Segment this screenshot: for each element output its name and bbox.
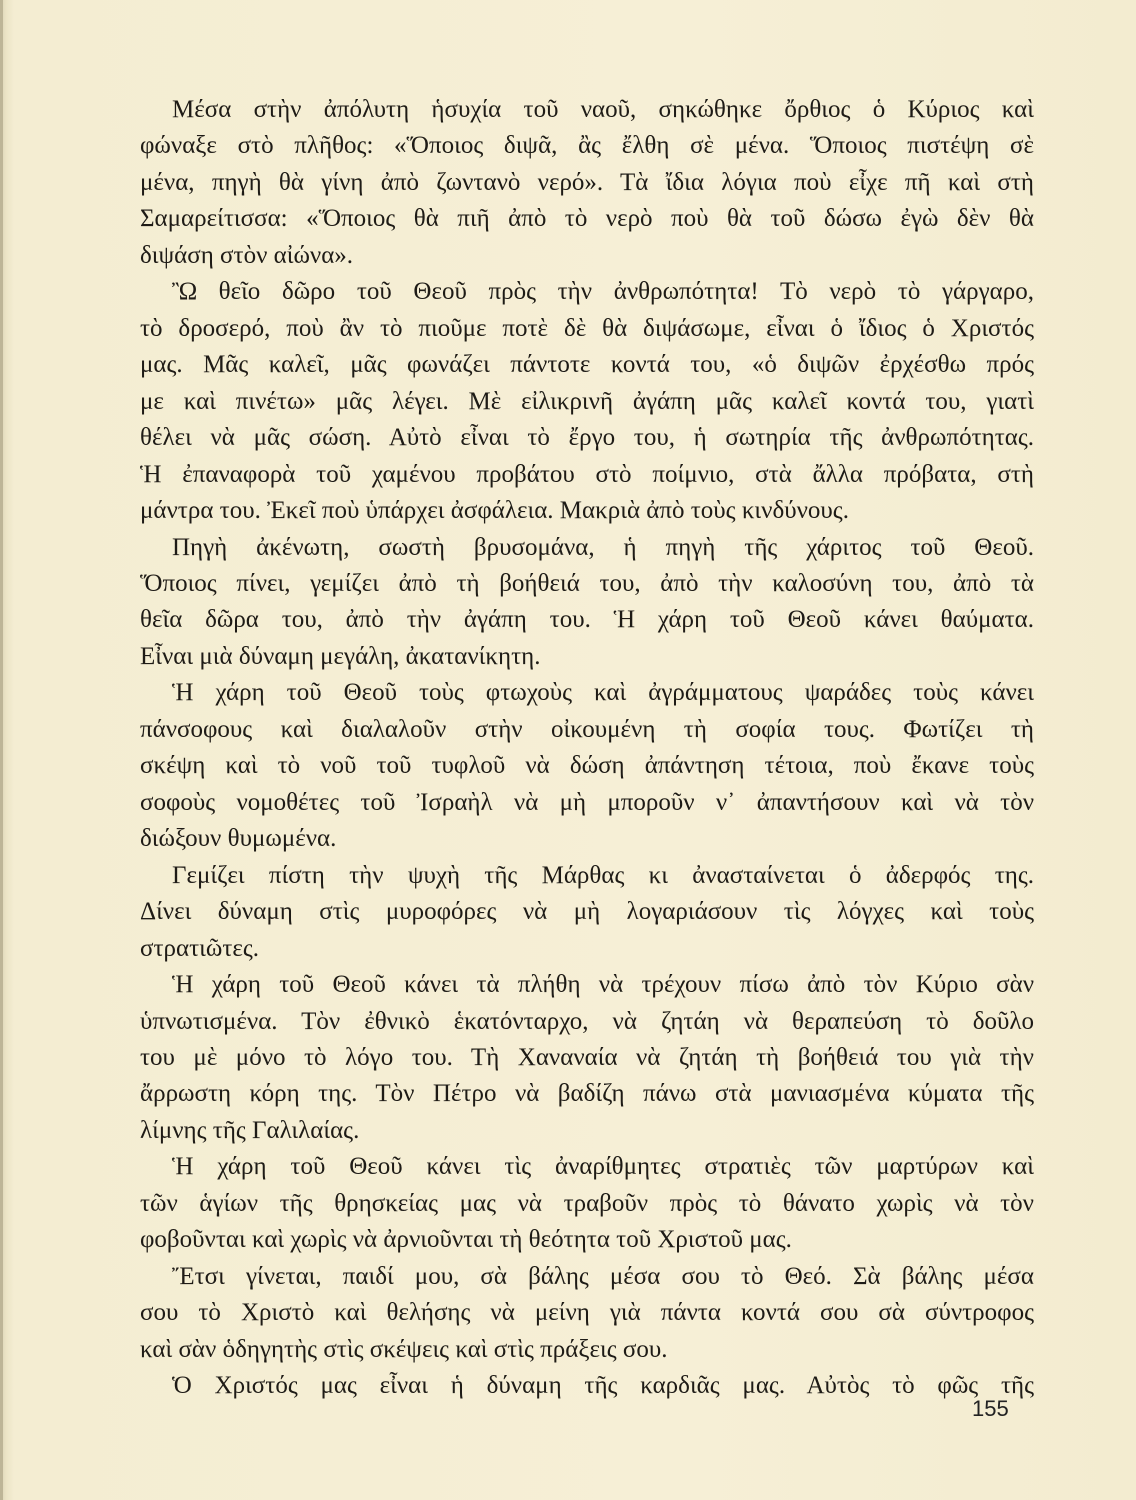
text-line: σοφοὺς νομοθέτες τοῦ Ἰσραὴλ νὰ μὴ μποροῦν ν᾿ ἀπαντήσουν καὶ νὰ τὸν	[140, 788, 1034, 816]
text-line: Πηγὴ ἀκένωτη, σωστὴ βρυσομάνα, ἡ πηγὴ τῆς χάριτος τοῦ Θεοῦ.	[172, 533, 1034, 561]
text-line: Ἡ χάρη τοῦ Θεοῦ κάνει τὶς ἀναρίθμητες στρατιὲς τῶν μαρτύρων καὶ	[172, 1153, 1034, 1181]
text-line: Γεμίζει πίστη τὴν ψυχὴ τῆς Μάρθας κι ἀνασταίνεται ὁ ἀδερφός της.	[172, 861, 1034, 889]
text-line: πάνσοφους καὶ διαλαλοῦν στὴν οἰκουμένη τὴ σοφία τους. Φωτίζει τὴ	[140, 715, 1034, 743]
text-line: Εἶναι μιὰ δύναμη μεγάλη, ἀκατανίκητη.	[140, 642, 541, 670]
text-line: ἄρρωστη κόρη της. Τὸν Πέτρο νὰ βαδίζη πάνω στὰ μανιασμένα κύματα τῆς	[140, 1080, 1034, 1108]
text-line: Ἔτσι γίνεται, παιδί μου, σὰ βάλης μέσα σου τὸ Θεό. Σὰ βάλης μέσα	[172, 1262, 1034, 1290]
text-line: καὶ σὰν ὁδηγητὴς στὶς σκέψεις καὶ στὶς πράξεις σου.	[140, 1335, 668, 1363]
text-line: Ἡ χάρη τοῦ Θεοῦ τοὺς φτωχοὺς καὶ ἀγράμματους ψαράδες τοὺς κάνει	[172, 679, 1034, 707]
text-line: Ὅποιος πίνει, γεμίζει ἀπὸ τὴ βοήθειά του, ἀπὸ τὴν καλοσύνη του, ἀπὸ τὰ	[140, 569, 1034, 597]
text-line: σου τὸ Χριστὸ καὶ θελήσης νὰ μείνη γιὰ πάντα κοντά σου σὰ σύντροφος	[140, 1299, 1034, 1327]
text-line: θέλει νὰ μᾶς σώση. Αὐτὸ εἶναι τὸ ἔργο του, ἡ σωτηρία τῆς ἀνθρωπότητας.	[140, 424, 1034, 452]
text-line: τὸ δροσερό, ποὺ ἂν τὸ πιοῦμε ποτὲ δὲ θὰ διψάσωμε, εἶναι ὁ ἴδιος ὁ Χριστός	[140, 314, 1034, 342]
text-line: λίμνης τῆς Γαλιλαίας.	[140, 1116, 360, 1144]
text-line: διώξουν θυμωμένα.	[140, 825, 337, 853]
text-line: θεῖα δῶρα του, ἀπὸ τὴν ἀγάπη του. Ἡ χάρη τοῦ Θεοῦ κάνει θαύματα.	[140, 606, 1034, 634]
text-line: μάντρα του. Ἐκεῖ ποὺ ὑπάρχει ἀσφάλεια. Μακριὰ ἀπὸ τοὺς κινδύνους.	[140, 497, 849, 525]
text-line: φοβοῦνται καὶ χωρὶς νὰ ἀρνιοῦνται τὴ θεότητα τοῦ Χριστοῦ μας.	[140, 1226, 792, 1254]
text-line: του μὲ μόνο τὸ λόγο του. Τὴ Χαναναία νὰ ζητάη τὴ βοήθειά του γιὰ τὴν	[140, 1043, 1034, 1071]
text-line: Ὁ Χριστός μας εἶναι ἡ δύναμη τῆς καρδιᾶς μας. Αὐτὸς τὸ φῶς τῆς	[172, 1372, 1034, 1400]
text-line: Ὢ θεῖο δῶρο τοῦ Θεοῦ πρὸς τὴν ἀνθρωπότητα! Τὸ νερὸ τὸ γάργαρο,	[172, 278, 1034, 306]
text-line: φώναξε στὸ πλῆθος: «Ὅποιος διψᾶ, ἂς ἔλθη σὲ μένα. Ὅποιος πιστέψη σὲ	[140, 132, 1034, 160]
text-line: τῶν ἁγίων τῆς θρησκείας μας νὰ τραβοῦν πρὸς τὸ θάνατο χωρὶς νὰ τὸν	[140, 1189, 1034, 1217]
text-line: σκέψη καὶ τὸ νοῦ τοῦ τυφλοῦ νὰ δώση ἀπάντηση τέτοια, ποὺ ἔκανε τοὺς	[140, 752, 1034, 780]
text-line: Μέσα στὴν ἀπόλυτη ἡσυχία τοῦ ναοῦ, σηκώθηκε ὄρθιος ὁ Κύριος καὶ	[172, 96, 1034, 123]
text-line: μένα, πηγὴ θὰ γίνη ἀπὸ ζωντανὸ νερό». Τὰ ἴδια λόγια ποὺ εἶχε πῆ καὶ στὴ	[140, 168, 1034, 196]
text-line: Ἡ χάρη τοῦ Θεοῦ κάνει τὰ πλήθη νὰ τρέχουν πίσω ἀπὸ τὸν Κύριο σὰν	[172, 971, 1034, 999]
text-line: Σαμαρείτισσα: «Ὅποιος θὰ πιῆ ἀπὸ τὸ νερὸ ποὺ θὰ τοῦ δώσω ἐγὼ δὲν θὰ	[140, 205, 1034, 233]
text-line: με καὶ πινέτω» μᾶς λέγει. Μὲ εἰλικρινῆ ἀγάπη μᾶς καλεῖ κοντά του, γιατὶ	[140, 387, 1034, 415]
text-line: Δίνει δύναμη στὶς μυροφόρες νὰ μὴ λογαριάσουν τὶς λόγχες καὶ τοὺς	[140, 898, 1034, 926]
text-line: μας. Μᾶς καλεῖ, μᾶς φωνάζει πάντοτε κοντά του, «ὁ διψῶν ἐρχέσθω πρός	[140, 351, 1034, 379]
text-line: διψάση στὸν αἰώνα».	[140, 241, 354, 269]
text-line: Ἡ ἐπαναφορὰ τοῦ χαμένου προβάτου στὸ ποίμνιο, στὰ ἄλλα πρόβατα, στὴ	[140, 460, 1034, 488]
page-binding-edge	[0, 0, 3, 1500]
text-line: ὑπνωτισμένα. Τὸν ἐθνικὸ ἑκατόνταρχο, νὰ ζητάη νὰ θεραπεύση τὸ δοῦλο	[140, 1007, 1034, 1035]
page-number: 155	[972, 1396, 1009, 1421]
text-line: στρατιῶτες.	[140, 934, 260, 962]
